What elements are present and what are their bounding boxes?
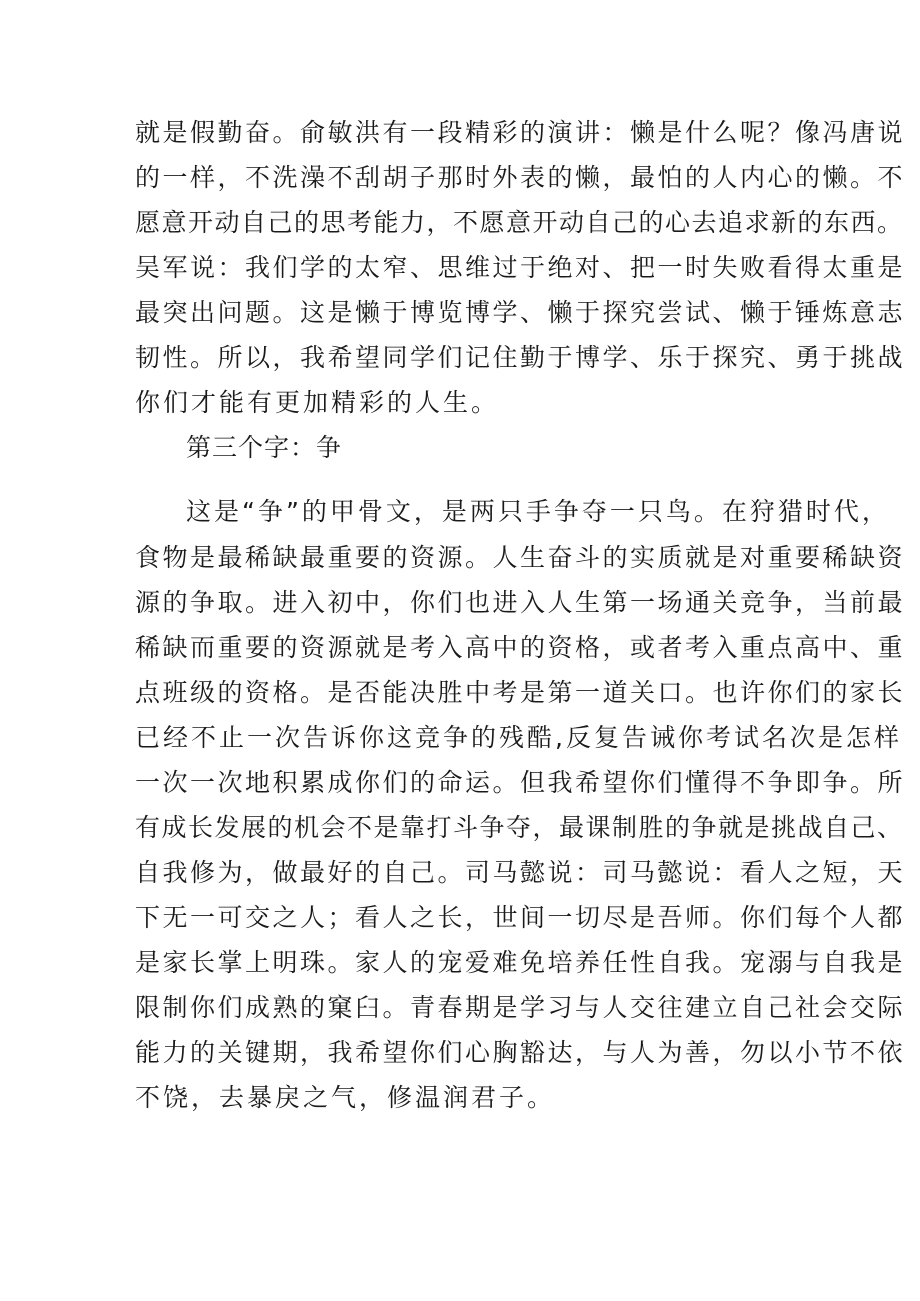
paragraph-line: 限制你们成熟的窠臼。青春期是学习与人交往建立自己社会交际	[135, 993, 906, 1022]
paragraph-line: 的一样，不洗澡不刮胡子那时外表的懒，最怕的人内心的懒。不	[135, 163, 906, 192]
paragraph-line: 这是“争”的甲骨文，是两只手争夺一只鸟。在狩猎时代，	[186, 497, 890, 526]
paragraph-line: 能力的关键期，我希望你们心胸豁达，与人为善，勿以小节不依	[135, 1038, 906, 1067]
paragraph-line: 有成长发展的机会不是靠打斗争夺，最课制胜的争就是挑战自己、	[135, 813, 904, 842]
paragraph-line: 下无一可交之人；看人之长，世间一切尽是吾师。你们每个人都	[135, 903, 906, 932]
paragraph-line: 不饶，去暴戾之气，修温润君子。	[135, 1083, 556, 1112]
paragraph-line: 源的争取。进入初中，你们也进入人生第一场通关竞争，当前最	[135, 588, 906, 617]
paragraph-line: 点班级的资格。是否能决胜中考是第一道关口。也许你们的家长	[135, 678, 906, 707]
paragraph-line: 一次一次地积累成你们的命运。但我希望你们懂得不争即争。所	[135, 768, 906, 797]
paragraph-line: 吴军说：我们学的太窄、思维过于绝对、把一时失败看得太重是	[135, 253, 906, 282]
paragraph-line: 已经不止一次告诉你这竞争的残酷,反复告诫你考试名次是怎样	[135, 723, 902, 752]
paragraph-line: 你们才能有更加精彩的人生。	[135, 388, 500, 417]
paragraph-line: 最突出问题。这是懒于博览博学、懒于探究尝试、懒于锤炼意志	[135, 298, 906, 327]
paragraph-line: 就是假勤奋。俞敏洪有一段精彩的演讲：懒是什么呢？像冯唐说	[135, 118, 906, 147]
paragraph-line: 自我修为，做最好的自己。司马懿说：司马懿说：看人之短，天	[135, 858, 906, 887]
paragraph-line: 食物是最稀缺最重要的资源。人生奋斗的实质就是对重要稀缺资	[135, 543, 906, 572]
paragraph-line: 是家长掌上明珠。家人的宠爱难免培养任性自我。宠溺与自我是	[135, 948, 906, 977]
paragraph-line: 稀缺而重要的资源就是考入高中的资格，或者考入重点高中、重	[135, 633, 906, 662]
paragraph-line: 愿意开动自己的思考能力，不愿意开动自己的心去追求新的东西。	[135, 208, 904, 237]
paragraph-line: 韧性。所以，我希望同学们记住勤于博学、乐于探究、勇于挑战	[135, 343, 906, 372]
section-heading: 第三个字：争	[186, 433, 343, 462]
